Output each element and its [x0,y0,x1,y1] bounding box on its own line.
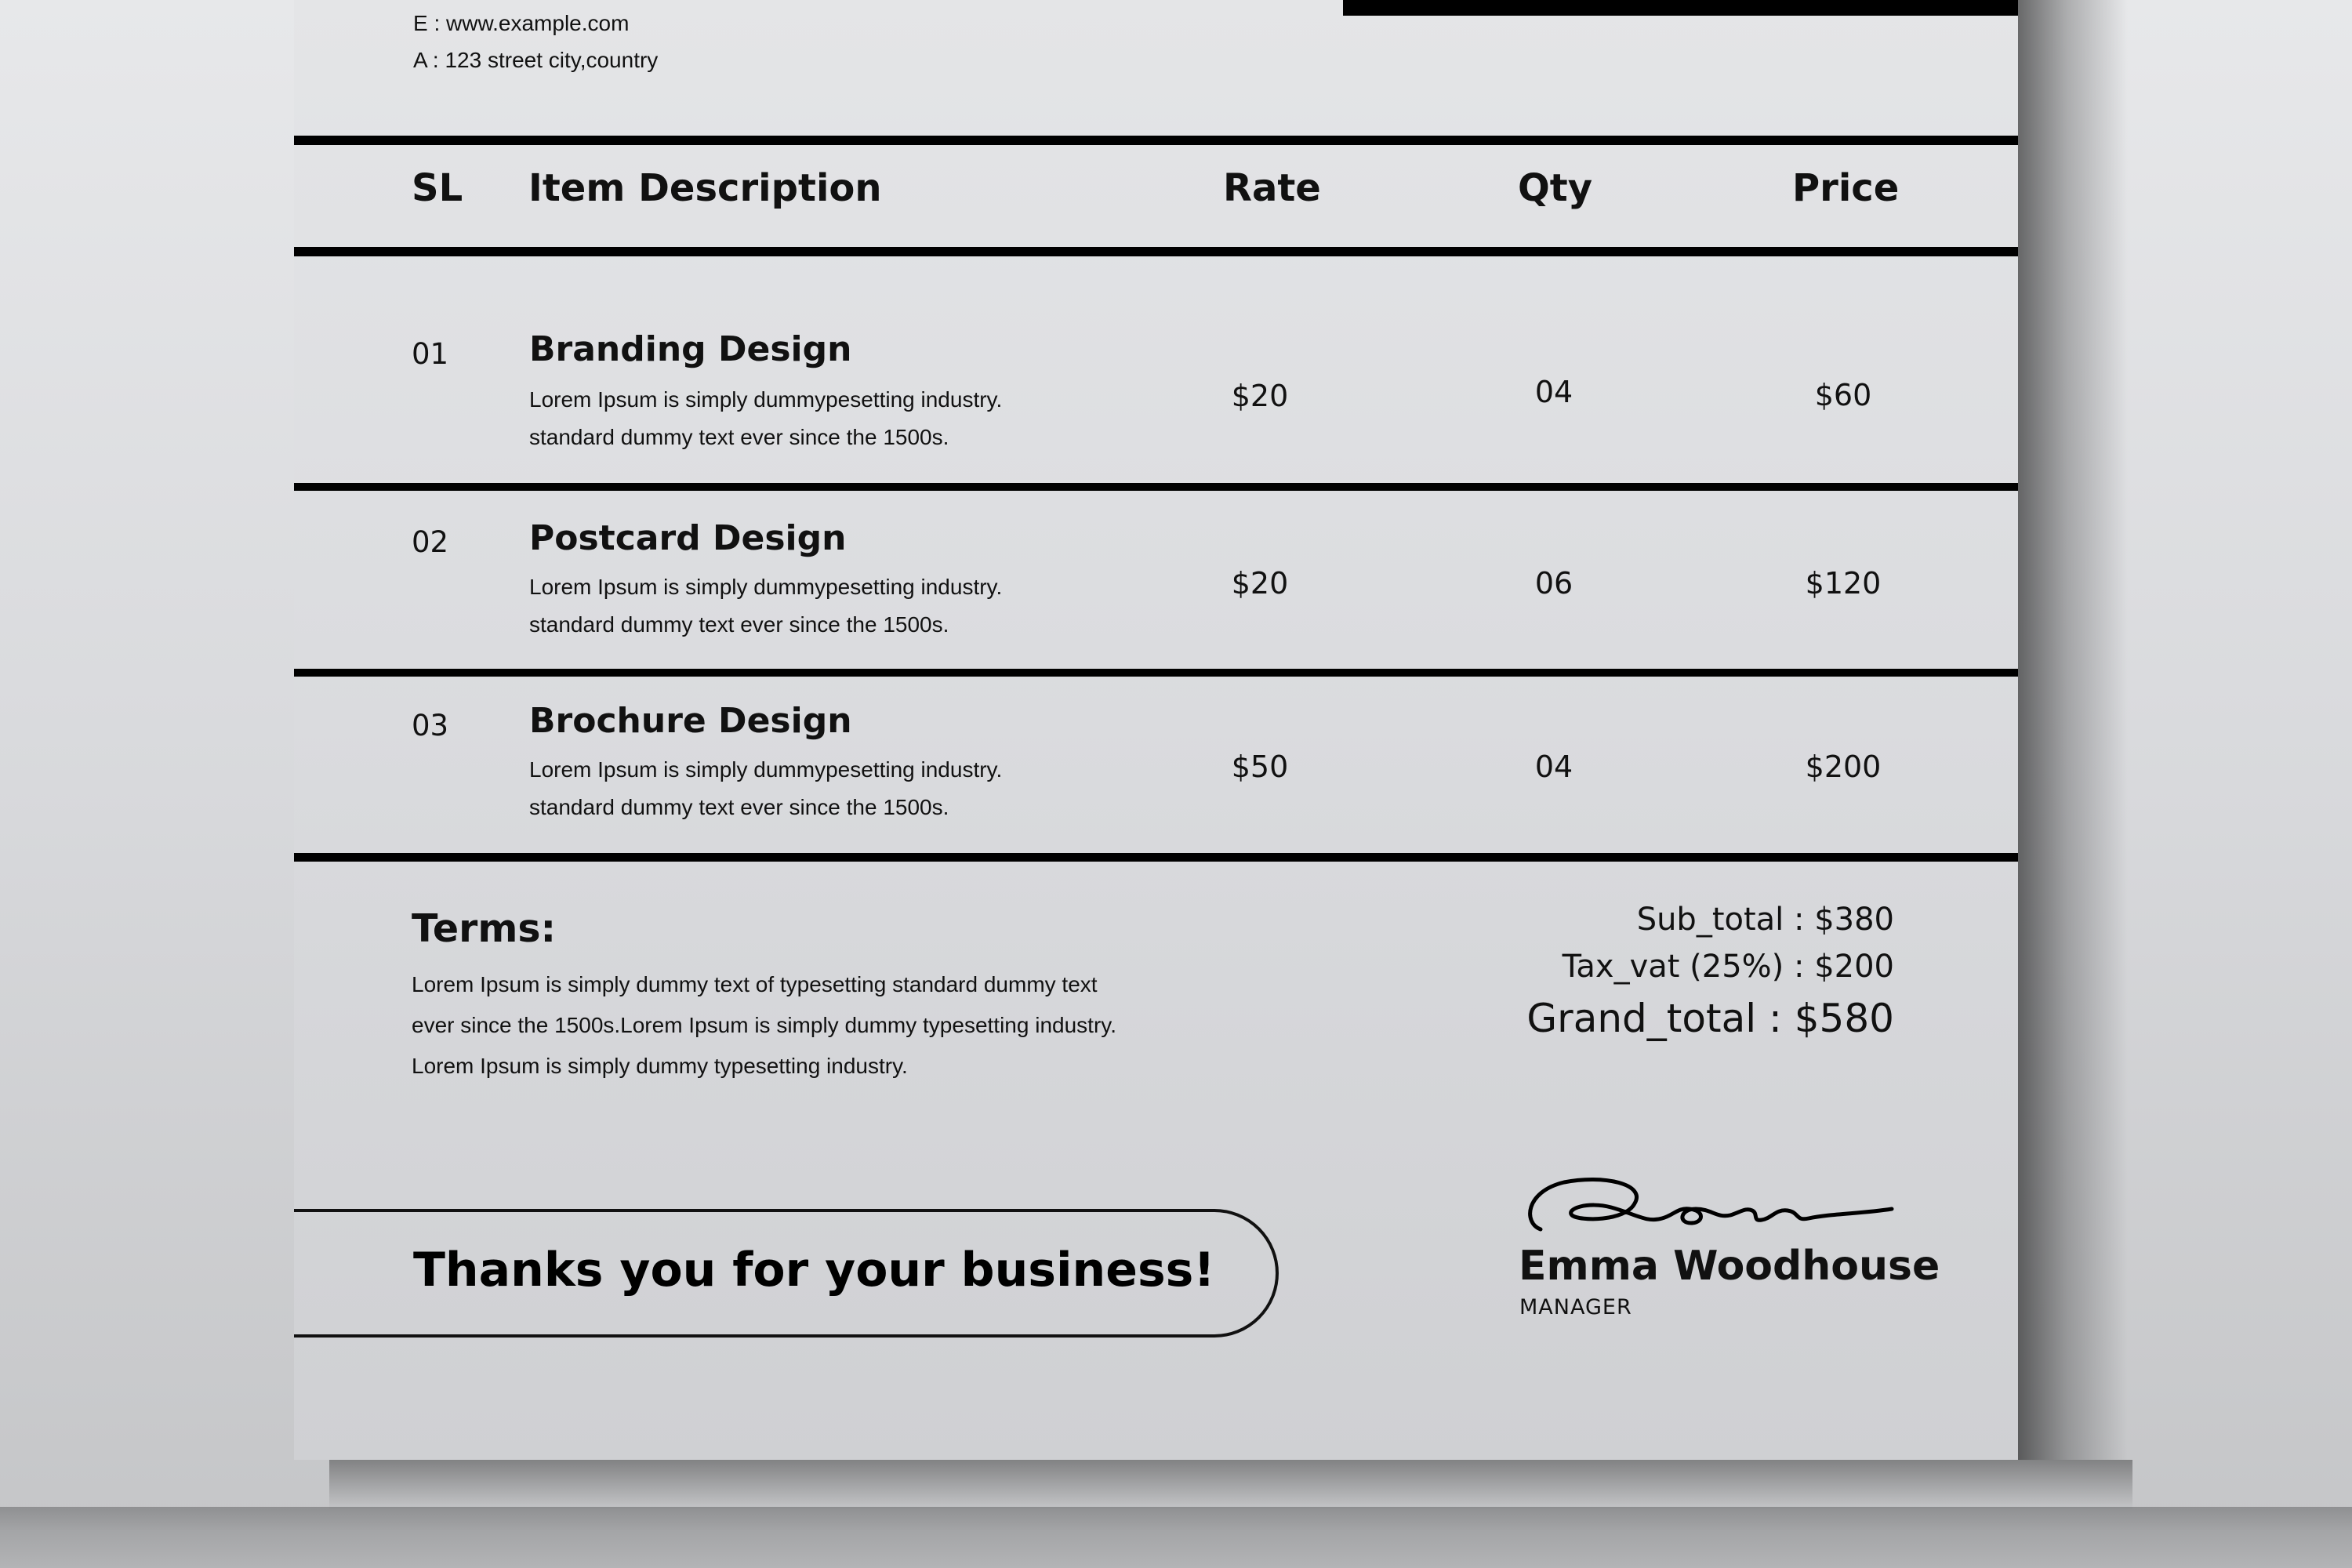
invoice-page [294,0,2018,1460]
contact-address: A : 123 street city,country [413,48,659,72]
item-qty: 04 [1534,375,1573,409]
row-divider [294,669,2018,677]
terms-title: Terms: [412,906,557,951]
row-sl: 01 [412,337,449,371]
contact-email: E : www.example.com [413,11,630,35]
column-header-description: Item Description [528,166,882,210]
tax-vat: Tax_vat (25%) : $200 [1562,949,1894,985]
column-header-price: Price [1792,166,1900,210]
table-header-top-rule [294,136,2018,145]
item-qty: 04 [1534,750,1573,784]
signer-role: MANAGER [1519,1295,1632,1319]
paper-shadow [2018,0,2128,1460]
grand-total: Grand_total : $580 [1526,996,1894,1041]
table-header-bottom-rule [294,247,2018,256]
signer-name: Emma Woodhouse [1519,1243,1940,1290]
item-qty: 06 [1534,566,1573,601]
item-price: $60 [1814,378,1872,412]
item-price: $120 [1805,566,1882,601]
column-header-rate: Rate [1223,166,1321,210]
item-title: Brochure Design [529,701,852,741]
item-rate: $50 [1231,750,1289,784]
item-rate: $20 [1231,379,1289,413]
thanks-message: Thanks you for your business! [413,1243,1215,1298]
item-description: Lorem Ipsum is simply dummypesetting industry. standard dummy text ever since the 1500s. [529,387,1003,449]
item-title: Postcard Design [529,518,847,558]
paper-drop-shadow [329,1460,2132,1510]
floor-surface [0,1507,2352,1568]
item-rate: $20 [1231,566,1289,601]
item-description: Lorem Ipsum is simply dummypesetting industry. standard dummy text ever since the 1500s. [529,757,1003,819]
signature-image [1517,1160,1901,1239]
terms-text: Lorem Ipsum is simply dummy text of typesetting standard dummy text ever since the 1500s.Lorem Ipsum is simply dummy typesetting industry. Lorem Ipsum is simply dummy typesetting industry. [412,972,1116,1078]
header-black-bar [1343,0,2018,16]
row-sl: 03 [412,709,449,742]
table-bottom-rule [294,853,2018,862]
item-title: Branding Design [529,329,852,369]
row-sl: 02 [412,525,449,559]
column-header-qty: Qty [1518,166,1593,210]
column-header-sl: SL [412,166,463,210]
item-price: $200 [1805,750,1882,784]
subtotal: Sub_total : $380 [1636,902,1894,938]
row-divider [294,483,2018,491]
item-description: Lorem Ipsum is simply dummypesetting industry. standard dummy text ever since the 1500s. [529,575,1003,637]
